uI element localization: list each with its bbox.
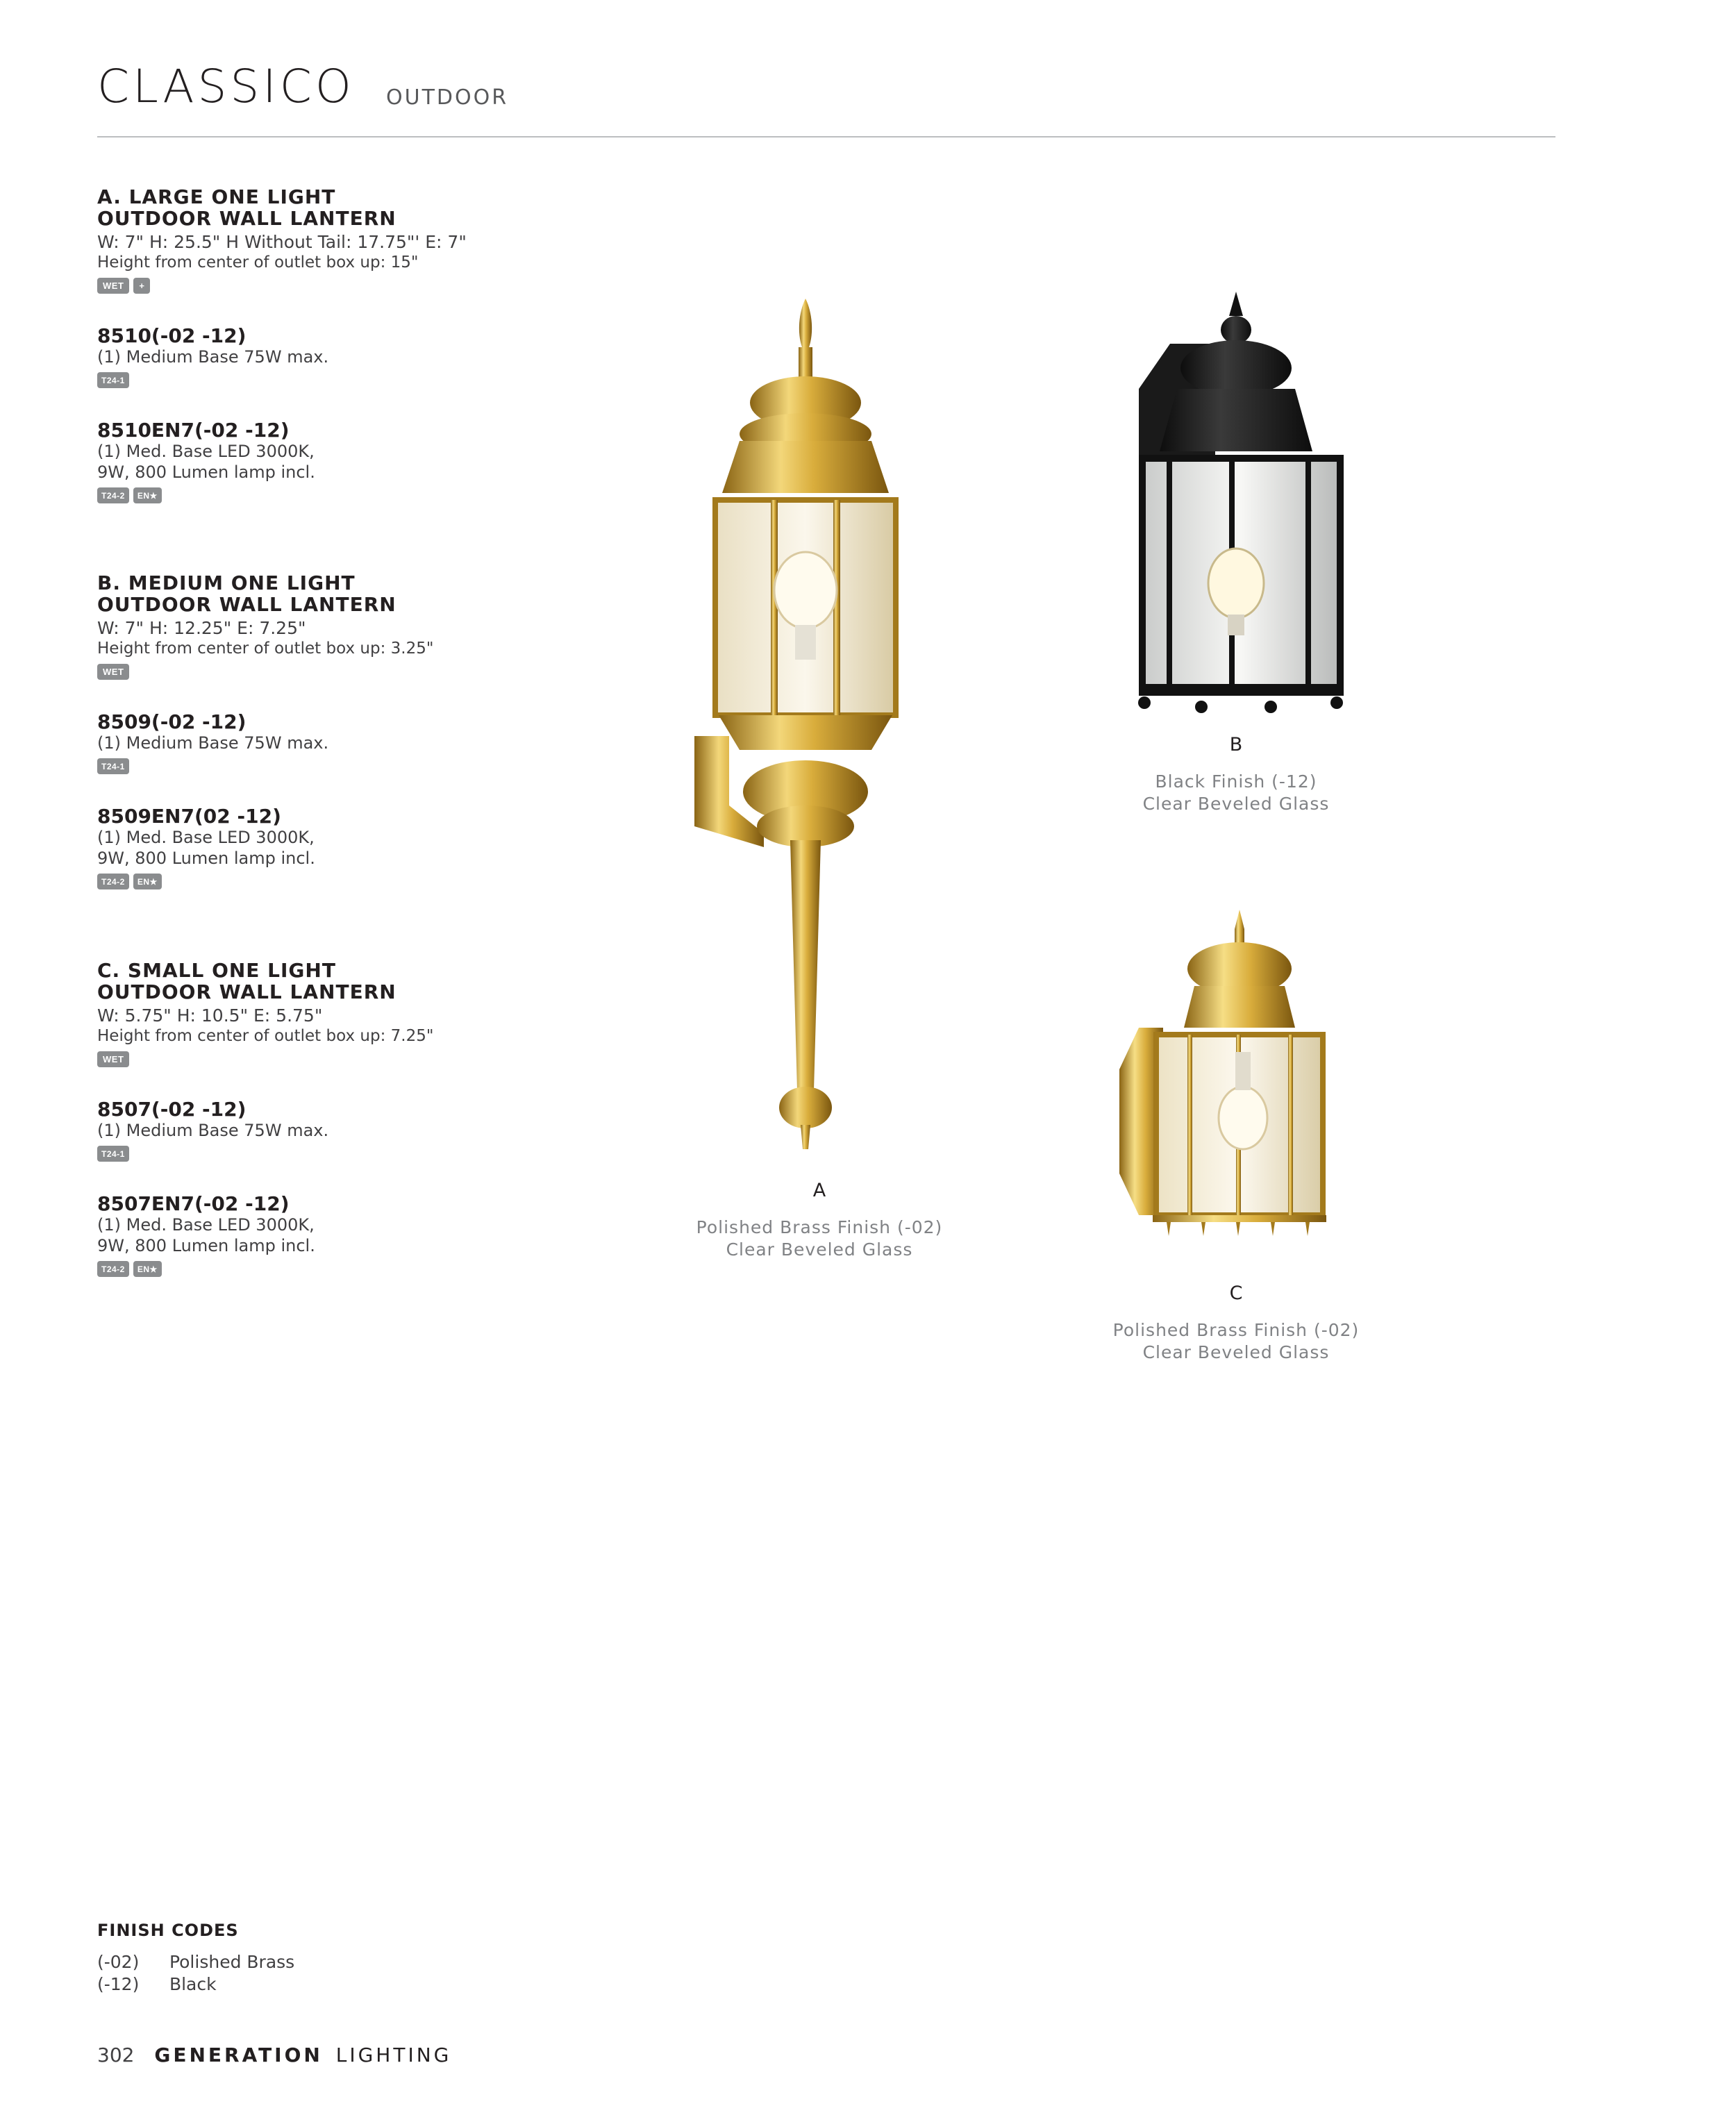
product-mount-height: Height from center of outlet box up: 7.25" [97, 1027, 434, 1045]
medium-black-lantern-image [1111, 292, 1361, 722]
wet-location-badge: WET [97, 664, 129, 680]
model-number: 8510EN7(-02 -12) [97, 419, 290, 442]
model-description: (1) Med. Base LED 3000K, [97, 828, 315, 847]
model-badges [97, 1146, 569, 1162]
small-brass-lantern-image [1111, 910, 1333, 1243]
model-description: (1) Medium Base 75W max. [97, 733, 329, 753]
model-number: 8509EN7(02 -12) [97, 805, 281, 828]
t24-badge: T24-2 [97, 487, 129, 503]
finish-code: (-12) [97, 1974, 140, 1994]
caption-finish: Polished Brass Finish (-02) [696, 1217, 943, 1237]
model-description: (1) Medium Base 75W max. [97, 347, 329, 367]
caption-glass: Clear Beveled Glass [1142, 794, 1330, 814]
product-title-line1: C. SMALL ONE LIGHT [97, 959, 336, 982]
model-entry [97, 711, 569, 775]
energy-star-badge: EN★ [133, 874, 162, 889]
caption-finish: Polished Brass Finish (-02) [1112, 1320, 1360, 1340]
model-entry [97, 1098, 569, 1162]
energy-star-badge: EN★ [133, 1261, 162, 1277]
t24-badge: T24-1 [97, 1146, 129, 1162]
page-number: 302 [97, 2044, 135, 2066]
caption-letter: B [1229, 734, 1243, 755]
product-badges [97, 1051, 569, 1068]
caption-letter: C [1229, 1283, 1243, 1304]
image-caption-c [1062, 1283, 1410, 1364]
product-title-line2: OUTDOOR WALL LANTERN [97, 593, 397, 616]
t24-badge: T24-1 [97, 372, 129, 388]
model-description: (1) Med. Base LED 3000K, [97, 442, 315, 461]
finish-codes-heading: FINISH CODES [97, 1921, 239, 1940]
caption-glass: Clear Beveled Glass [726, 1239, 913, 1260]
model-badges [97, 372, 569, 389]
model-number: 8509(-02 -12) [97, 710, 247, 733]
wet-location-badge: WET [97, 278, 129, 294]
wet-location-badge: WET [97, 1051, 129, 1067]
model-entry [97, 1193, 569, 1278]
product-badges [97, 278, 569, 294]
model-number: 8510(-02 -12) [97, 324, 247, 347]
product-title-line2: OUTDOOR WALL LANTERN [97, 980, 397, 1003]
header-divider [97, 136, 1555, 137]
product-title-line1: A. LARGE ONE LIGHT [97, 185, 336, 208]
product-section-a [97, 186, 569, 504]
page-footer [97, 2044, 451, 2066]
image-caption-b [1062, 735, 1410, 815]
model-badges [97, 874, 569, 890]
caption-finish: Black Finish (-12) [1155, 771, 1317, 792]
plus-badge-icon: + [133, 278, 150, 294]
brand-name-bold: GENERATION [154, 2044, 323, 2066]
model-number: 8507(-02 -12) [97, 1098, 247, 1121]
t24-badge: T24-1 [97, 758, 129, 774]
product-dimensions: W: 5.75" H: 10.5" E: 5.75" [97, 1005, 323, 1026]
brand-name-light: LIGHTING [335, 2044, 452, 2066]
model-description: (1) Med. Base LED 3000K, [97, 1215, 315, 1235]
large-brass-lantern-image [667, 292, 944, 1153]
page-title: CLASSICO [97, 60, 355, 113]
finish-code-row [97, 1951, 294, 1973]
model-badges [97, 1261, 569, 1278]
model-badges [97, 758, 569, 775]
product-title-line1: B. MEDIUM ONE LIGHT [97, 571, 356, 594]
caption-glass: Clear Beveled Glass [1142, 1342, 1330, 1362]
finish-code: (-02) [97, 1952, 140, 1972]
product-dimensions: W: 7" H: 12.25" E: 7.25" [97, 618, 306, 638]
page-subtitle: OUTDOOR [386, 85, 509, 110]
model-number: 8507EN7(-02 -12) [97, 1192, 290, 1215]
finish-name: Black [169, 1974, 217, 1994]
product-badges [97, 664, 569, 680]
model-description-line2: 9W, 800 Lumen lamp incl. [97, 849, 315, 868]
product-section-c [97, 960, 569, 1278]
product-mount-height: Height from center of outlet box up: 3.25" [97, 640, 434, 658]
caption-letter: A [812, 1180, 826, 1201]
model-entry [97, 805, 569, 890]
finish-name: Polished Brass [169, 1952, 295, 1972]
product-dimensions: W: 7" H: 25.5" H Without Tail: 17.75"' E: 7" [97, 232, 467, 252]
model-description-line2: 9W, 800 Lumen lamp incl. [97, 462, 315, 482]
product-section-b [97, 572, 569, 890]
product-title-line2: OUTDOOR WALL LANTERN [97, 207, 397, 230]
model-description-line2: 9W, 800 Lumen lamp incl. [97, 1236, 315, 1255]
t24-badge: T24-2 [97, 1261, 129, 1277]
model-description: (1) Medium Base 75W max. [97, 1121, 329, 1140]
model-badges [97, 487, 569, 504]
model-entry [97, 419, 569, 504]
t24-badge: T24-2 [97, 874, 129, 889]
energy-star-badge: EN★ [133, 487, 162, 503]
image-caption-a [646, 1180, 993, 1261]
product-mount-height: Height from center of outlet box up: 15" [97, 253, 419, 271]
finish-code-row [97, 1973, 217, 1996]
model-entry [97, 325, 569, 389]
